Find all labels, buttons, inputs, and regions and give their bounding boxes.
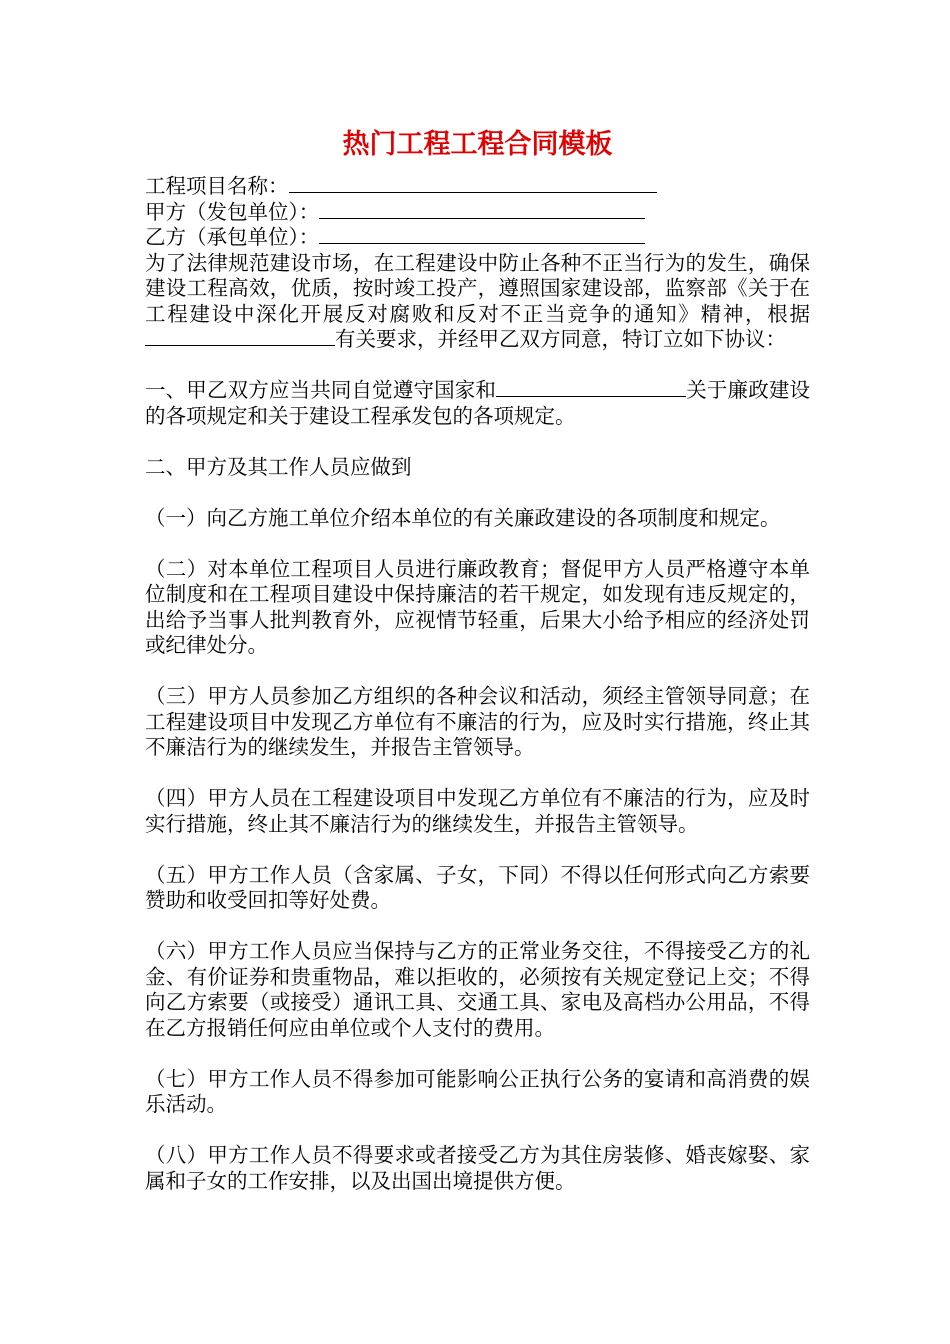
party-b-blank (319, 225, 645, 244)
party-a-label: 甲方（发包单位）： (145, 199, 320, 224)
intro-paragraph (145, 251, 810, 353)
clause-item: （六）甲方工作人员应当保持与乙方的正常业务交往，不得接受乙方的礼金、有价证券和贵重物品，难以拒收的，必须按有关规定登记上交；不得向乙方索要（或接受）通讯工具、交通工具、家电及高档办公用品，不得在乙方报销任何应由单位或个人支付的费用。 (145, 939, 810, 1040)
clause-item: （七）甲方工作人员不得参加可能影响公正执行公务的宴请和高消费的娱乐活动。 (145, 1066, 810, 1116)
document-title: 热门工程工程合同模板 (342, 129, 613, 160)
clause-item: （八）甲方工作人员不得要求或者接受乙方为其住房装修、婚丧嫁娶、家属和子女的工作安排，以及出国出境提供方便。 (145, 1143, 810, 1193)
clause-1-text-before: 一、甲乙双方应当共同自觉遵守国家和 (145, 378, 497, 402)
intro-text-after: 有关要求，并经甲乙双方同意，特订立如下协议： (335, 327, 786, 351)
clause-item: （三）甲方人员参加乙方组织的各种会议和活动，须经主管领导同意；在工程建设项目中发现乙方单位有不廉洁的行为，应及时实行措施，终止其不廉洁行为的继续发生，并报告主管领导。 (145, 684, 810, 759)
clause-2-heading: 二、甲方及其工作人员应做到 (145, 454, 412, 479)
clause-1 (145, 378, 810, 429)
clause-item: （五）甲方工作人员（含家属、子女，下同）不得以任何形式向乙方索要赞助和收受回扣等好处费。 (145, 862, 810, 912)
intro-text-before: 为了法律规范建设市场，在工程建设中防止各种不正当行为的发生，确保建设工程高效，优质，按时竣工投产，遵照国家建设部，监察部《关于在工程建设中深化开展反对腐败和反对不正当竞争的通知》精神，根据 (145, 250, 810, 326)
project-name-label: 工程项目名称： (145, 174, 289, 198)
project-name-blank (289, 174, 657, 193)
party-a-field (145, 200, 810, 226)
clause-1-text-after: 关于廉政建设的各项规定和关于建设工程承发包的各项规定。 (145, 378, 811, 428)
party-b-label: 乙方（承包单位）： (145, 225, 320, 249)
clause-item: （一）向乙方施工单位介绍本单位的有关廉政建设的各项制度和规定。 (145, 505, 781, 530)
clause-item: （二）对本单位工程项目人员进行廉政教育；督促甲方人员严格遵守本单位制度和在工程项目建设中保持廉洁的若干规定，如发现有违反规定的，出给予当事人批判教育外，应视情节轻重，后果大小给予相应的经济处罚或纪律处分。 (145, 556, 810, 657)
party-a-blank (319, 200, 645, 219)
clause-item: （四）甲方人员在工程建设项目中发现乙方单位有不廉洁的行为，应及时实行措施，终止其不廉洁行为的继续发生，并报告主管领导。 (145, 786, 810, 836)
project-name-field (145, 174, 810, 200)
party-b-field (145, 225, 810, 251)
clause-1-blank (496, 378, 686, 397)
intro-blank (145, 327, 335, 346)
document-page (145, 128, 810, 1194)
